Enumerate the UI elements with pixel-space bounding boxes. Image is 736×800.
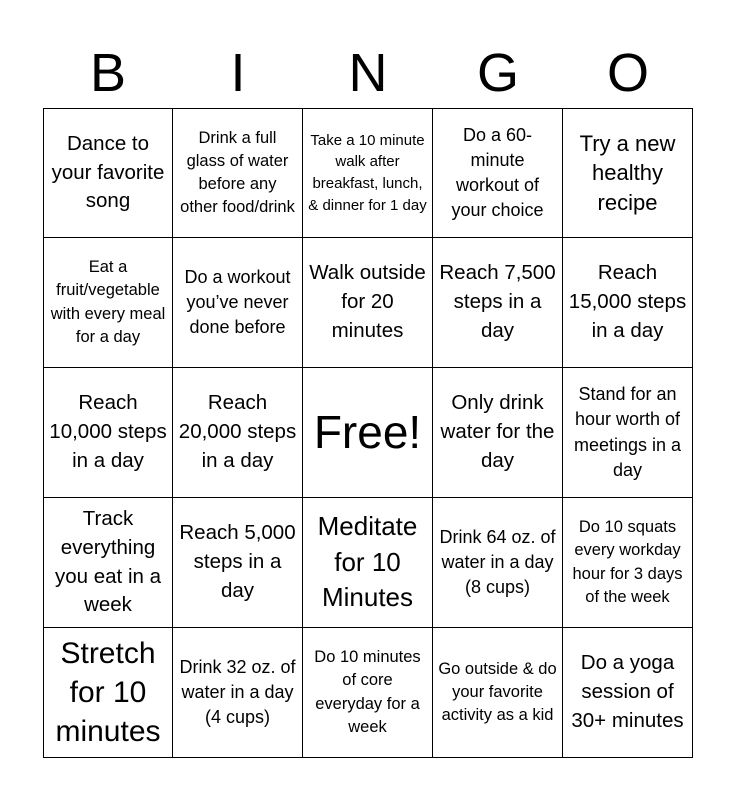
bingo-cell[interactable] [303,498,433,628]
header-letter-n: N [348,43,388,103]
bingo-cell[interactable] [433,238,563,368]
bingo-cell[interactable] [43,628,173,758]
cell-text: Do 10 squats every workday hour for 3 days of the week [572,518,683,606]
bingo-cell[interactable] [303,108,433,238]
bingo-cell[interactable] [43,498,173,628]
free-space-text: Free! [313,406,422,459]
bingo-cell[interactable] [563,238,693,368]
bingo-cell[interactable] [173,498,303,628]
cell-text: Track everything you eat in a week [55,507,161,617]
cell-text: Reach 10,000 steps in a day [49,391,167,472]
bingo-cell[interactable] [433,628,563,758]
cell-text: Take a 10 minute walk after breakfast, lunch, & dinner for 1 day [308,131,427,214]
bingo-cell[interactable] [303,628,433,758]
bingo-cell[interactable] [43,368,173,498]
cell-text: Meditate for 10 Minutes [317,510,418,613]
bingo-cell[interactable] [173,238,303,368]
bingo-board [43,108,693,758]
bingo-cell[interactable] [563,368,693,498]
bingo-cell[interactable] [173,108,303,238]
cell-text: Reach 7,500 steps in a day [439,261,556,342]
bingo-cell[interactable] [433,498,563,628]
cell-text: Do a workout you’ve never done before [184,266,291,338]
cell-text: Drink 32 oz. of water in a day (4 cups) [179,656,296,728]
cell-text: Reach 20,000 steps in a day [178,391,297,472]
cell-text: Stand for an hour worth of meetings in a day [573,384,682,480]
cell-text: Reach 15,000 steps in a day [568,261,687,342]
cell-text: Dance to your favorite song [51,131,165,213]
bingo-cell[interactable] [173,628,303,758]
header-letter-b: B [89,43,127,103]
bingo-header [43,38,693,108]
cell-text: Stretch for 10 minutes [55,637,161,748]
bingo-cell[interactable] [433,108,563,238]
free-space[interactable] [303,368,433,498]
bingo-cell[interactable] [563,628,693,758]
header-letter-i: I [230,43,246,103]
bingo-cell[interactable] [433,368,563,498]
cell-text: Do a 60-minute workout of your choice [451,124,544,221]
cell-text: Only drink water for the day [440,391,555,472]
cell-text: Reach 5,000 steps in a day [179,521,296,602]
cell-text: Go outside & do your favorite activity as a kid [438,659,557,725]
cell-text: Do 10 minutes of core everyday for a week [314,648,421,736]
cell-text: Try a new healthy recipe [579,131,676,215]
cell-text: Drink a full glass of water before any other food/drink [180,128,295,217]
bingo-cell[interactable] [563,498,693,628]
header-letter-g: G [476,43,519,103]
bingo-cell[interactable] [563,108,693,238]
bingo-cell[interactable] [43,238,173,368]
bingo-cell[interactable] [43,108,173,238]
header-letter-o: O [606,43,649,103]
bingo-cell[interactable] [303,238,433,368]
bingo-cell[interactable] [173,368,303,498]
cell-text: Drink 64 oz. of water in a day (8 cups) [439,526,556,598]
cell-text: Do a yoga session of 30+ minutes [571,651,684,732]
cell-text: Walk outside for 20 minutes [309,261,426,342]
cell-text: Eat a fruit/vegetable with every meal for a day [50,258,166,346]
